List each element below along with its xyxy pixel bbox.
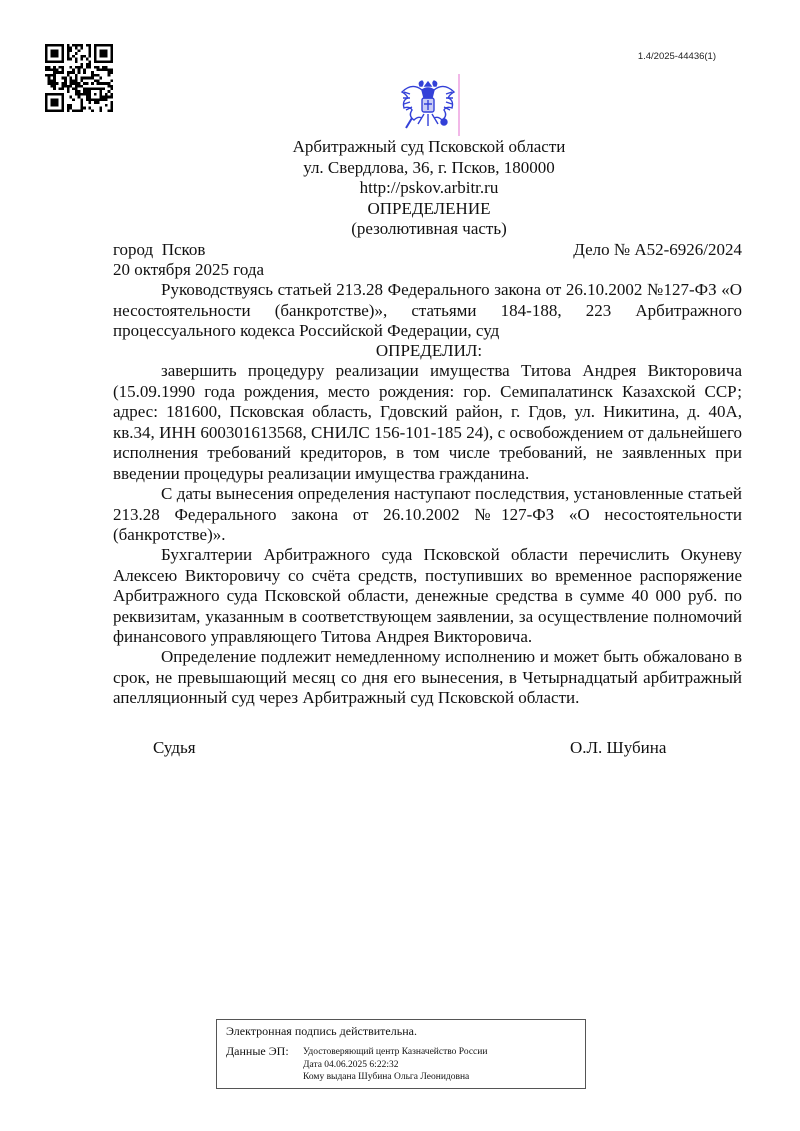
e-signature-issuer: Удостоверяющий центр Казначейство России xyxy=(303,1047,488,1057)
ruling-paragraph: Бухгалтерии Арбитражного суда Псковской области перечислить Окуневу Алексею Викторовичу со счёта средств, поступивших во временное распоряжение Арбитражного суда Псковской области, денежные средства в сумме 40 000 руб. по реквизитам, указанным в соответствующем заявлении, за осуществление полномочий финансового управляющего Титова Андрея Викторовича. xyxy=(113,545,742,646)
ruling-paragraph: завершить процедуру реализации имущества Титова Андрея Викторовича (15.09.1990 года рождения, место рождения: гор. Семипалатинск Казахской ССР; адрес: 181600, Псковская область, Гдовский район, г. Гдов, ул. Никитина, д. 40А, кв.34, ИНН 600301613568, СНИЛС 156-101-185 24), с освобождением от дальнейшего исполнения требований кредиторов, в том числе требований, не заявленных при введении процедуры реализации имущества гражданина. xyxy=(113,361,742,483)
ruling-heading: ОПРЕДЕЛИЛ: xyxy=(375,341,483,360)
intro-paragraph: Руководствуясь статьей 213.28 Федерального закона от 26.10.2002 №127-ФЗ «О несостоятельности (банкротстве)», статьями 184-188, 223 Арбитражного процессуального кодекса Российской Федерации, суд xyxy=(113,280,742,340)
document-type: ОПРЕДЕЛЕНИЕ xyxy=(367,198,491,218)
ruling-paragraph: Определение подлежит немедленному исполнению и может быть обжаловано в срок, не превышающий месяц со дня его вынесения, в Четырнадцатый арбитражный апелляционный суд через Арбитражный суд Псковской области. xyxy=(113,647,742,707)
court-address: ул. Свердлова, 36, г. Псков, 180000 xyxy=(303,157,555,177)
qr-code-icon xyxy=(45,44,113,112)
ruling-paragraph-2-block xyxy=(113,484,742,546)
ruling-paragraph-1-block xyxy=(113,361,742,484)
court-website[interactable]: http://pskov.arbitr.ru xyxy=(359,178,499,197)
judge-name: О.Л. Шубина xyxy=(570,738,667,757)
e-signature-date: Дата 04.06.2025 6:22:32 xyxy=(303,1059,399,1070)
ruling-paragraph-4-block xyxy=(113,647,742,709)
city: город Псков xyxy=(113,240,206,259)
court-header xyxy=(0,137,800,240)
e-signature-issued-to: Кому выдана Шубина Ольга Леонидовна xyxy=(303,1072,470,1082)
e-signature-details xyxy=(303,1046,487,1084)
case-number: Дело № А52-6926/2024 xyxy=(573,240,742,259)
e-signature-label: Данные ЭП: xyxy=(226,1044,289,1058)
e-signature-stamp xyxy=(216,1019,586,1089)
e-signature-status: Электронная подпись действительна. xyxy=(226,1024,417,1038)
decision-date: 20 октября 2025 года xyxy=(113,260,265,279)
intro-block xyxy=(113,280,742,342)
ruling-paragraph-3-block xyxy=(113,545,742,648)
russian-coat-of-arms-icon xyxy=(398,76,458,134)
document-subtype: (резолютивная часть) xyxy=(351,219,507,238)
judge-role: Судья xyxy=(153,738,196,757)
court-name: Арбитражный суд Псковской области xyxy=(292,137,566,156)
city-case-row xyxy=(113,240,742,261)
document-number: 1.4/2025-44436(1) xyxy=(637,51,716,62)
ruling-paragraph: С даты вынесения определения наступают последствия, установленные статьей 213.28 Федерального закона от 26.10.2002 №127-ФЗ «О несостоятельности (банкротстве)». xyxy=(113,484,742,544)
decorative-line xyxy=(458,74,460,136)
